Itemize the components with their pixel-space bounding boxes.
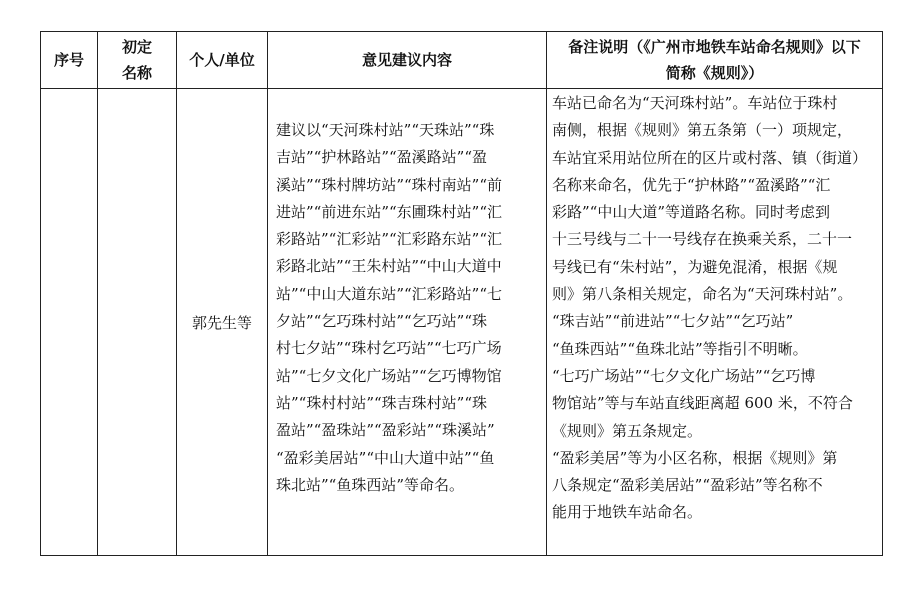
remarks-line: 彩路”“中山大道”等道路名称。同时考虑到 xyxy=(552,203,831,222)
remarks-line: 南侧，根据《规则》第五条第（一）项规定， xyxy=(552,121,853,140)
cell-suggestion xyxy=(268,89,547,556)
remarks-line: 物馆站”等与车站直线距离超 600 米，不符合 xyxy=(552,394,853,413)
remarks-line: “盈彩美居”等为小区名称，根据《规则》第 xyxy=(552,448,838,467)
suggestion-line: 溪站”“珠村牌坊站”“珠村南站”“前 xyxy=(276,175,503,194)
remarks-line: 十三号线与二十一号线存在换乘关系，二十一 xyxy=(552,230,853,249)
remarks-line: 《规则》第五条规定。 xyxy=(552,421,703,440)
suggestion-line: 村七夕站”“珠村乞巧站”“七巧广场 xyxy=(276,339,502,358)
suggestion-line: 盈站”“盈珠站”“盈彩站”“珠溪站” xyxy=(276,421,495,440)
suggestion-line: 建议以“天河珠村站”“天珠站”“珠 xyxy=(276,121,495,139)
remarks-line: “七巧广场站”“七夕文化广场站”“乞巧博 xyxy=(552,366,816,385)
suggestion-line: “盈彩美居站”“中山大道中站”“鱼 xyxy=(276,448,495,467)
header-person: 个人/单位 xyxy=(177,32,268,89)
header-initial-name-line: 初定 xyxy=(121,38,152,56)
header-row xyxy=(41,32,883,89)
header-seq: 序号 xyxy=(41,32,98,89)
cell-seq xyxy=(41,89,98,556)
cell-initial-name xyxy=(98,89,177,556)
table-row xyxy=(41,89,883,556)
suggestion-line: 彩路北站”“王朱村站”“中山大道中 xyxy=(276,257,502,276)
suggestion-line: 站”“中山大道东站”“汇彩路站”“七 xyxy=(276,284,503,303)
remarks-line: 八条规定“盈彩美居站”“盈彩站”等名称不 xyxy=(552,476,823,495)
remarks-line: “珠吉站”“前进站”“七夕站”“乞巧站” xyxy=(552,312,794,331)
suggestion-line: 进站”“前进东站”“东圃珠村站”“汇 xyxy=(276,202,503,221)
remarks-line: 车站宜采用站位所在的区片或村落、镇（街道） xyxy=(552,148,868,167)
suggestion-line: 珠北站”“鱼珠西站”等命名。 xyxy=(276,475,465,494)
suggestion-line: 吉站”“护林路站”“盈溪路站”“盈 xyxy=(276,148,488,167)
header-remarks-line: 简称《规则》） xyxy=(665,64,764,82)
header-remarks xyxy=(547,32,883,89)
opinion-table xyxy=(40,31,883,556)
header-initial-name xyxy=(98,32,177,89)
cell-remarks xyxy=(547,89,883,556)
suggestion-line: 彩路站”“汇彩站”“汇彩路东站”“汇 xyxy=(276,230,503,249)
remarks-line: “鱼珠西站”“鱼珠北站”等指引不明晰。 xyxy=(552,339,808,358)
header-remarks-line: 备注说明（《广州市地铁车站命名规则》以下 xyxy=(568,38,861,56)
remarks-line: 名称来命名，优先于“护林路”“盈溪路”“汇 xyxy=(552,175,831,194)
remarks-line: 能用于地铁车站命名。 xyxy=(552,503,703,522)
remarks-line: 号线已有“朱村站”，为避免混淆，根据《规 xyxy=(552,257,838,276)
suggestion-line: 站”“七夕文化广场站”“乞巧博物馆 xyxy=(276,366,502,385)
remarks-line: 车站已命名为“天河珠村站”。车站位于珠村 xyxy=(552,94,838,112)
cell-person: 郭先生等 xyxy=(177,89,268,556)
header-initial-name-line: 名称 xyxy=(121,64,152,82)
remarks-line: 则》第八条相关规定，命名为“天河珠村站”。 xyxy=(552,285,853,304)
suggestion-line: 夕站”“乞巧珠村站”“乞巧站”“珠 xyxy=(276,312,488,331)
header-suggestion: 意见建议内容 xyxy=(268,32,547,89)
suggestion-line: 站”“珠村村站”“珠吉珠村站”“珠 xyxy=(276,393,488,412)
